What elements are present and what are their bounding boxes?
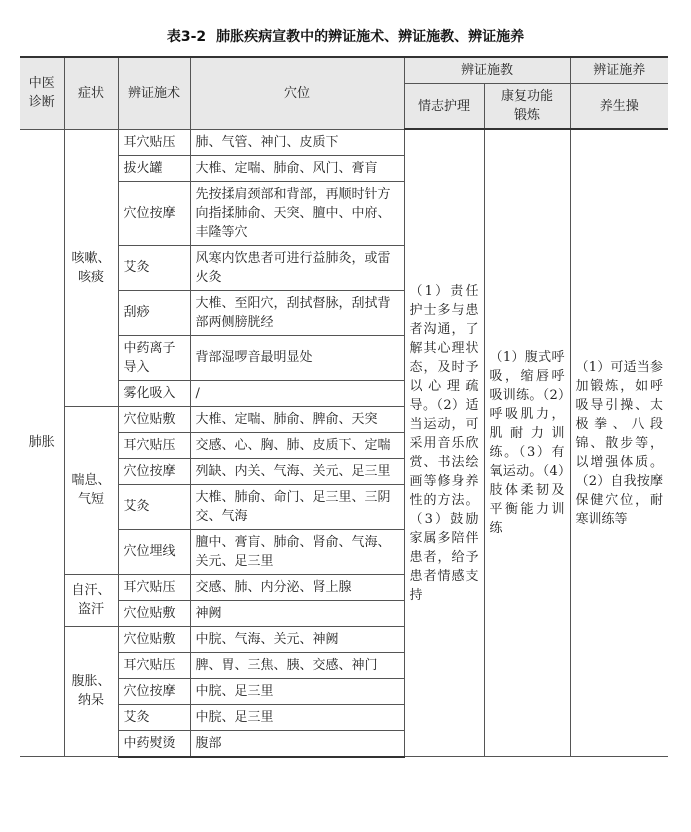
technique-cell: 穴位按摩 [118, 181, 190, 245]
technique-cell: 耳穴贴压 [118, 574, 190, 600]
header-emotion: 情志护理 [404, 84, 484, 130]
technique-cell: 刮痧 [118, 290, 190, 335]
header-acupoint: 穴位 [190, 57, 404, 129]
technique-cell: 耳穴贴压 [118, 652, 190, 678]
table-row [20, 129, 668, 155]
acupoint-cell: 列缺、内关、气海、关元、足三里 [190, 458, 404, 484]
technique-cell: 穴位按摩 [118, 458, 190, 484]
acupoint-cell: 中脘、气海、关元、神阙 [190, 626, 404, 652]
technique-cell: 穴位贴敷 [118, 406, 190, 432]
diagnosis-cell: 肺胀 [20, 129, 64, 757]
acupoint-cell: 中脘、足三里 [190, 704, 404, 730]
technique-cell: 穴位贴敷 [118, 600, 190, 626]
technique-cell: 雾化吸入 [118, 380, 190, 406]
header-technique: 辨证施术 [118, 57, 190, 129]
technique-cell: 穴位按摩 [118, 678, 190, 704]
acupoint-cell: 腹部 [190, 730, 404, 757]
health-exercise-cell: （1）可适当参加锻炼，如呼吸导引操、太极拳、八段锦、散步等，以增强体质。（2）自我按摩保健穴位，耐寒训练等 [570, 129, 668, 757]
acupoint-cell: 大椎、定喘、肺俞、脾俞、天突 [190, 406, 404, 432]
acupoint-cell: 大椎、定喘、肺俞、风门、膏肓 [190, 155, 404, 181]
acupoint-cell: 交感、肺、内分泌、肾上腺 [190, 574, 404, 600]
table-caption: 肺胀疾病宣教中的辨证施术、辨证施教、辨证施养 [216, 29, 525, 45]
technique-cell: 中药离子 导入 [118, 335, 190, 380]
header-exercise: 养生操 [570, 84, 668, 130]
header-education: 辨证施教 [404, 57, 570, 84]
acupoint-cell: 风寒内饮患者可进行益肺灸，或雷火灸 [190, 245, 404, 290]
acupoint-cell: / [190, 380, 404, 406]
technique-cell: 耳穴贴压 [118, 432, 190, 458]
education-table [20, 56, 668, 758]
acupoint-cell: 大椎、肺俞、命门、足三里、三阴交、气海 [190, 484, 404, 529]
header-care: 辨证施养 [570, 57, 668, 84]
technique-cell: 艾灸 [118, 245, 190, 290]
rehab-training-cell: （1）腹式呼吸，缩唇呼吸训练。（2）呼吸肌力，肌耐力训练。（3）有氧运动。（4）肢体柔韧及平衡能力训练 [484, 129, 570, 757]
table-number: 表3-2 [166, 29, 207, 45]
header-rehab: 康复功能 锻炼 [484, 84, 570, 130]
technique-cell: 拔火罐 [118, 155, 190, 181]
symptom-bloating: 腹胀、 纳呆 [64, 626, 118, 757]
acupoint-cell: 大椎、至阳穴，刮拭督脉，刮拭背部两侧膀胱经 [190, 290, 404, 335]
technique-cell: 艾灸 [118, 704, 190, 730]
header-symptom: 症状 [64, 57, 118, 129]
acupoint-cell: 膻中、膏肓、肺俞、肾俞、气海、关元、足三里 [190, 529, 404, 574]
acupoint-cell: 中脘、足三里 [190, 678, 404, 704]
symptom-sweat: 自汗、 盗汗 [64, 574, 118, 626]
symptom-cough: 咳嗽、 咳痰 [64, 129, 118, 406]
technique-cell: 穴位埋线 [118, 529, 190, 574]
acupoint-cell: 交感、心、胸、肺、皮质下、定喘 [190, 432, 404, 458]
emotion-care-cell: （1）责任护士多与患者沟通，了解其心理状态，及时予以心理疏导。（2）适当运动，可采用音乐欣赏、书法绘画等修身养性的方法。（3）鼓励家属多陪伴患者，给予患者情感支持 [404, 129, 484, 757]
table-title [0, 26, 691, 46]
header-diagnosis: 中医 诊断 [20, 57, 64, 129]
symptom-wheeze: 喘息、 气短 [64, 406, 118, 574]
technique-cell: 穴位贴敷 [118, 626, 190, 652]
acupoint-cell: 神阙 [190, 600, 404, 626]
acupoint-cell: 背部湿啰音最明显处 [190, 335, 404, 380]
acupoint-cell: 肺、气管、神门、皮质下 [190, 129, 404, 155]
acupoint-cell: 脾、胃、三焦、胰、交感、神门 [190, 652, 404, 678]
acupoint-cell: 先按揉肩颈部和背部，再顺时针方向指揉肺俞、天突、膻中、中府、丰隆等穴 [190, 181, 404, 245]
technique-cell: 耳穴贴压 [118, 129, 190, 155]
technique-cell: 艾灸 [118, 484, 190, 529]
technique-cell: 中药熨烫 [118, 730, 190, 757]
